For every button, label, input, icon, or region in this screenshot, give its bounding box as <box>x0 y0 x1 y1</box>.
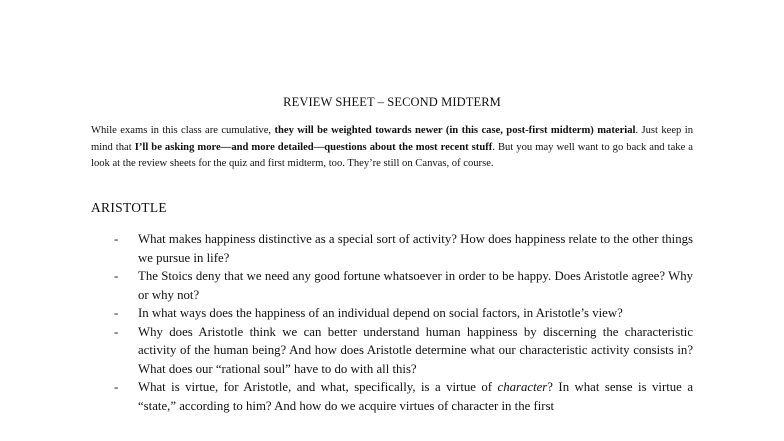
intro-text-1: While exams in this class are cumulative, <box>91 125 275 136</box>
question-text-after: ? In what sense is virtue a “state,” according to him? And how do we acquire virtues of character in the first <box>138 380 693 413</box>
bullet-dash: - <box>114 380 119 394</box>
bullet-dash: - <box>114 324 119 339</box>
question-text-before: What is virtue, for Aristotle, and what, specifically, is a virtue of <box>138 380 498 394</box>
question-text: Why does Aristotle think we can better understand human happiness by discerning the characteristic activity of the human being? And how does Aristotle determine what our characteristic activity consists in? What does our “rational soul” have to do with all this? <box>138 324 693 376</box>
intro-text-3: . But you may well want to go back and take a look at the review sheets for the quiz and first midterm, too. They’re still on Canvas, of course. <box>91 141 694 169</box>
list-item <box>114 267 693 304</box>
list-item <box>114 304 693 323</box>
question-text-italic: character <box>497 380 548 394</box>
bullet-dash: - <box>114 232 119 246</box>
intro-paragraph <box>91 123 693 173</box>
intro-bold-1: they will be weighted towards newer (in this case, post-first midterm) material <box>274 125 636 136</box>
section-heading-aristotle: ARISTOTLE <box>91 200 167 215</box>
intro-bold-2: I’ll be asking more—and more detailed—questions about the most recent stuff <box>134 141 493 153</box>
question-text: The Stoics deny that we need any good fortune whatsoever in order to be happy. Does Aristotle agree? Why or why not? <box>138 269 693 302</box>
bullet-dash: - <box>114 306 119 320</box>
question-list <box>114 230 693 415</box>
list-item <box>114 230 693 267</box>
intro-text-2: . Just keep in mind that <box>91 125 693 153</box>
bullet-dash: - <box>114 269 119 283</box>
list-item <box>114 378 693 415</box>
question-text: What makes happiness distinctive as a special sort of activity? How does happiness relate to the other things we pursue in life? <box>138 232 693 265</box>
question-text: In what ways does the happiness of an individual depend on social factors, in Aristotle’s view? <box>138 306 623 320</box>
list-item <box>114 323 693 379</box>
page-title: REVIEW SHEET – SECOND MIDTERM <box>283 95 501 109</box>
